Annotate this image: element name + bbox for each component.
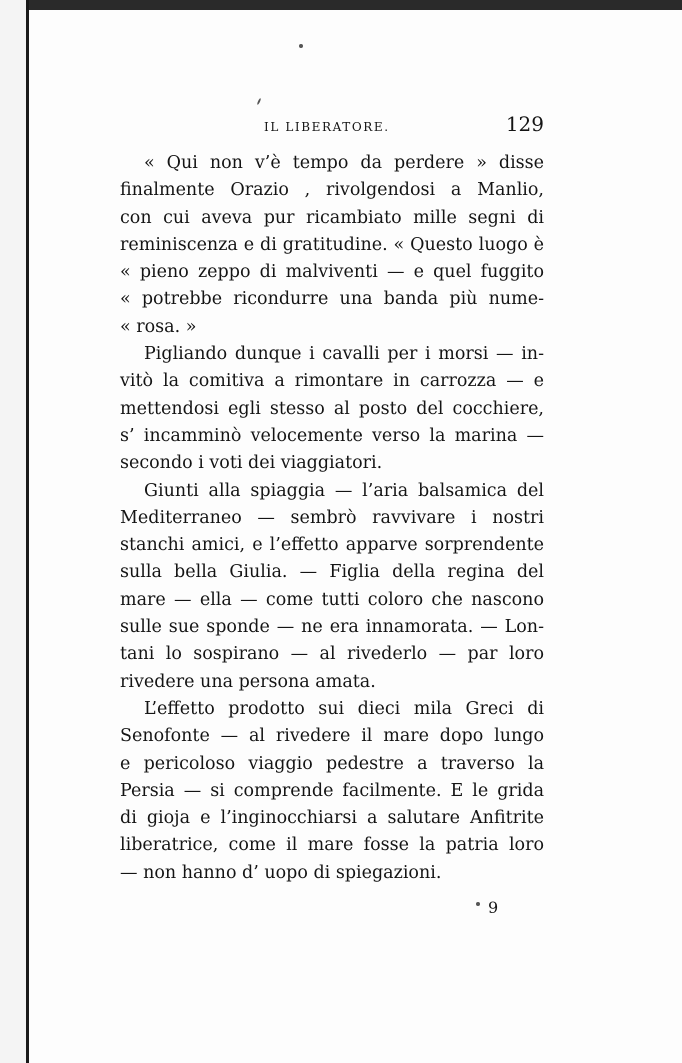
scan-top-edge [0, 0, 682, 10]
text-line: mare — ella — come tutti coloro che nascono [120, 589, 544, 610]
text-line: liberatrice, come il mare fosse la patria loro [120, 835, 544, 856]
paragraph [120, 478, 544, 696]
text-line: con cui aveva pur ricambiato mille segni di [120, 207, 544, 228]
text-line: Senofonte — al rivedere il mare dopo lungo [120, 726, 544, 747]
text-line: Mediterraneo — sembrò ravvivare i nostri [120, 507, 544, 528]
text-line: Giunti alla spiaggia — l’aria balsamica del [144, 480, 544, 501]
text-line: mettendosi egli stesso al posto del cocchiere, [120, 398, 544, 419]
text-line: reminiscenza e di gratitudine. « Questo luogo è [120, 234, 544, 255]
book-spine-edge [0, 0, 29, 1063]
text-line: stanchi amici, e l’effetto apparve sorprendente [120, 535, 544, 556]
page-header [264, 112, 544, 136]
text-line: sulla bella Giulia. — Figlia della regina del [120, 562, 544, 583]
page-number: 129 [505, 112, 544, 136]
text-line: « potrebbe ricondurre una banda più nume- [120, 289, 544, 310]
signature-mark: 9 [488, 898, 499, 917]
text-line: Pigliando dunque i cavalli per i morsi — in- [144, 344, 544, 365]
text-line: finalmente Orazio , rivolgendosi a Manlio, [120, 180, 544, 201]
text-line: L’effetto prodotto sui dieci mila Greci di [144, 698, 544, 719]
ink-speck [476, 902, 480, 906]
paragraph [120, 341, 544, 477]
text-line: tani lo sospirano — al rivederlo — par loro [120, 644, 544, 665]
text-line: — non hanno d’ uopo di spiegazioni. [120, 862, 442, 883]
text-line: vitò la comitiva a rimontare in carrozza — e [120, 371, 544, 392]
ink-speck [257, 98, 262, 105]
paragraph [120, 150, 544, 341]
text-line: Persia — si comprende facilmente. E le grida [120, 780, 544, 801]
paragraph [120, 696, 544, 887]
ink-speck [299, 44, 303, 48]
text-line: e pericoloso viaggio pedestre a traverso la [120, 753, 544, 774]
text-line: rivedere una persona amata. [120, 671, 376, 692]
text-line: « rosa. » [120, 316, 197, 337]
body-text [120, 150, 544, 887]
running-title: IL LIBERATORE. [264, 120, 390, 134]
text-line: secondo i voti dei viaggiatori. [120, 453, 383, 474]
text-line: « Qui non v’è tempo da perdere » disse [144, 153, 544, 173]
text-line: di gioja e l’inginocchiarsi a salutare Anfitrite [120, 808, 544, 829]
text-line: sulle sue sponde — ne era innamorata. — Lon- [120, 617, 544, 638]
text-line: s’ incamminò velocemente verso la marina — [120, 425, 544, 446]
text-line: « pieno zeppo di malviventi — e quel fuggito [120, 262, 544, 283]
